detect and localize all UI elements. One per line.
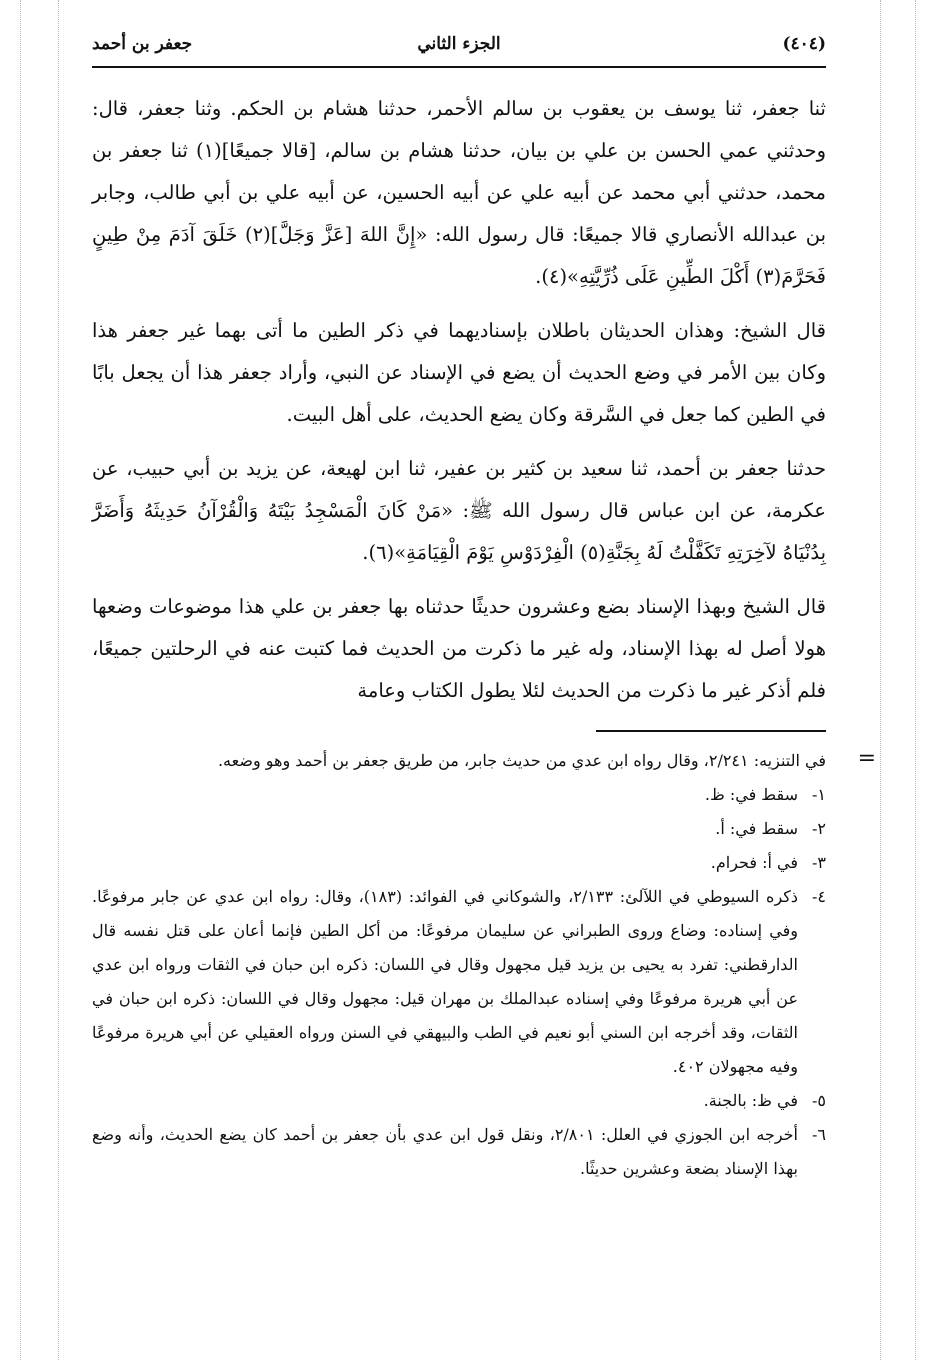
footnote-continuation: في التنزيه: ٢/٢٤١، وقال رواه ابن عدي من حديث جابر، من طريق جعفر بن أحمد وهو وضعه. — [217, 751, 826, 770]
main-text — [92, 88, 826, 712]
footnote-text: في أ: فحرام. — [710, 853, 798, 872]
margin-dots-left-inner — [58, 0, 59, 1360]
running-header — [92, 28, 826, 68]
footnote — [92, 812, 826, 846]
footnote-number: ٤- — [812, 887, 826, 906]
footnote-text: سقط في: ظ. — [704, 785, 798, 804]
margin-dots-right — [915, 0, 916, 1360]
footnote-number: ٥- — [812, 1091, 826, 1110]
footnote — [92, 778, 826, 812]
footnote-rule — [596, 730, 826, 732]
paragraph: حدثنا جعفر بن أحمد، ثنا سعيد بن كثير بن عفير، ثنا ابن لهيعة، عن يزيد بن أبي حبيب، عن عكرمة، عن ابن عباس قال رسول الله ﷺ: «مَنْ كَانَ الْمَسْجِدُ بَيْتَهُ وَالْقُرْآنُ حَدِيثَهُ وَأَضَرَّ بِدُنْيَاهُ لآخِرَتِهِ تَكَفَّلْتُ لَهُ بِجَنَّةِ(٥) الْفِرْدَوْسِ يَوْمَ الْقِيَامَةِ»(٦). — [92, 457, 826, 564]
continuation-mark: = — [857, 746, 876, 771]
paragraph: ثنا جعفر، ثنا يوسف بن يعقوب بن سالم الأحمر، حدثنا هشام بن الحكم. وثنا جعفر، قال: وحدثني عمي الحسن بن علي بن بيان، حدثنا هشام بن سالم، [قالا جميعًا](١) ثنا جعفر بن محمد، حدثني أبي محمد عن أبيه علي عن أبيه الحسين، عن أبيه علي بن أبي طالب، وجابر بن عبدالله الأنصاري قالا جميعًا: قال رسول الله: «إِنَّ اللهَ [عَزَّ وَجَلَّ](٢) خَلَقَ آدَمَ مِنْ طِينٍ فَحَرَّمَ(٣) أَكْلَ الطِّينِ عَلَى ذُرِّيَّتِهِ»(٤). — [92, 97, 827, 288]
footnote-number: ١- — [812, 785, 826, 804]
paragraph: قال الشيخ: وهذان الحديثان باطلان بإسناديهما في ذكر الطين ما أتى بهما غير جعفر هذا وكان بين الأمر في وضع الحديث أن يضع في الإسناد عن النبي، وأراد جعفر هذا أن يجعل بابًا في الطين كما جعل في السَّرقة وكان يضع الحديث، على أهل البيت. — [92, 319, 826, 426]
footnote — [92, 1084, 826, 1118]
running-author-name: جعفر بن أحمد — [92, 34, 193, 54]
page-number: (٤٠٤) — [782, 34, 826, 54]
footnote-number: ٣- — [812, 853, 826, 872]
book-page — [92, 28, 876, 1328]
footnote-number: ٢- — [812, 819, 826, 838]
footnote-text: في ظ: بالجنة. — [703, 1091, 798, 1110]
paragraph: قال الشيخ وبهذا الإسناد بضع وعشرون حديثًا حدثناه بها جعفر بن علي هذا موضوعات وضعها هولا أصل له بهذا الإسناد، وله غير ما ذكرت من الحديث فما كتبت عنه في الرحلتين جميعًا، فلم أذكر غير ما ذكرت من الحديث لئلا يطول الكتاب وعامة — [92, 595, 826, 702]
footnote-text: أخرجه ابن الجوزي في العلل: ٢/٨٠١، ونقل قول ابن عدي بأن جعفر بن أحمد كان يضع الحديث، وأنه وضع بهذا الإسناد بضعة وعشرين حديثًا. — [92, 1125, 798, 1178]
footnote-text: ذكره السيوطي في اللآلئ: ٢/١٣٣، والشوكاني في الفوائد: (١٨٣)، وقال: رواه ابن عدي عن جابر مرفوعًا. وفي إسناده: وضاع وروى الطبراني عن سليمان مرفوعًا: من أكل الطين فإنما أعان على قتل نفسه قال الدارقطني: تفرد به يحيى بن يزيد قيل مجهول وقال في اللسان: ذكره ابن حبان في الثقات ورواه ابن عدي عن أبي هريرة مرفوعًا وفي إسناده عبدالملك بن مهران قيل: مجهول وقال في اللسان: ذكره ابن حبان في الثقات، وقد أخرجه ابن السني أبو نعيم في الطب والبيهقي في السنن ورواه العقيلي عن أبي هريرة مرفوعًا وفيه مجهولان ٤٠٢. — [92, 887, 799, 1076]
footnote-number: ٦- — [812, 1125, 826, 1144]
footnotes-section — [92, 730, 876, 1186]
margin-dots-left — [20, 0, 21, 1360]
footnote-text: سقط في: أ. — [715, 819, 798, 838]
footnote — [92, 1118, 826, 1186]
footnote — [92, 846, 826, 880]
margin-dots-right-inner — [880, 0, 881, 1360]
footnote — [92, 880, 826, 1084]
volume-title: الجزء الثاني — [417, 34, 501, 54]
